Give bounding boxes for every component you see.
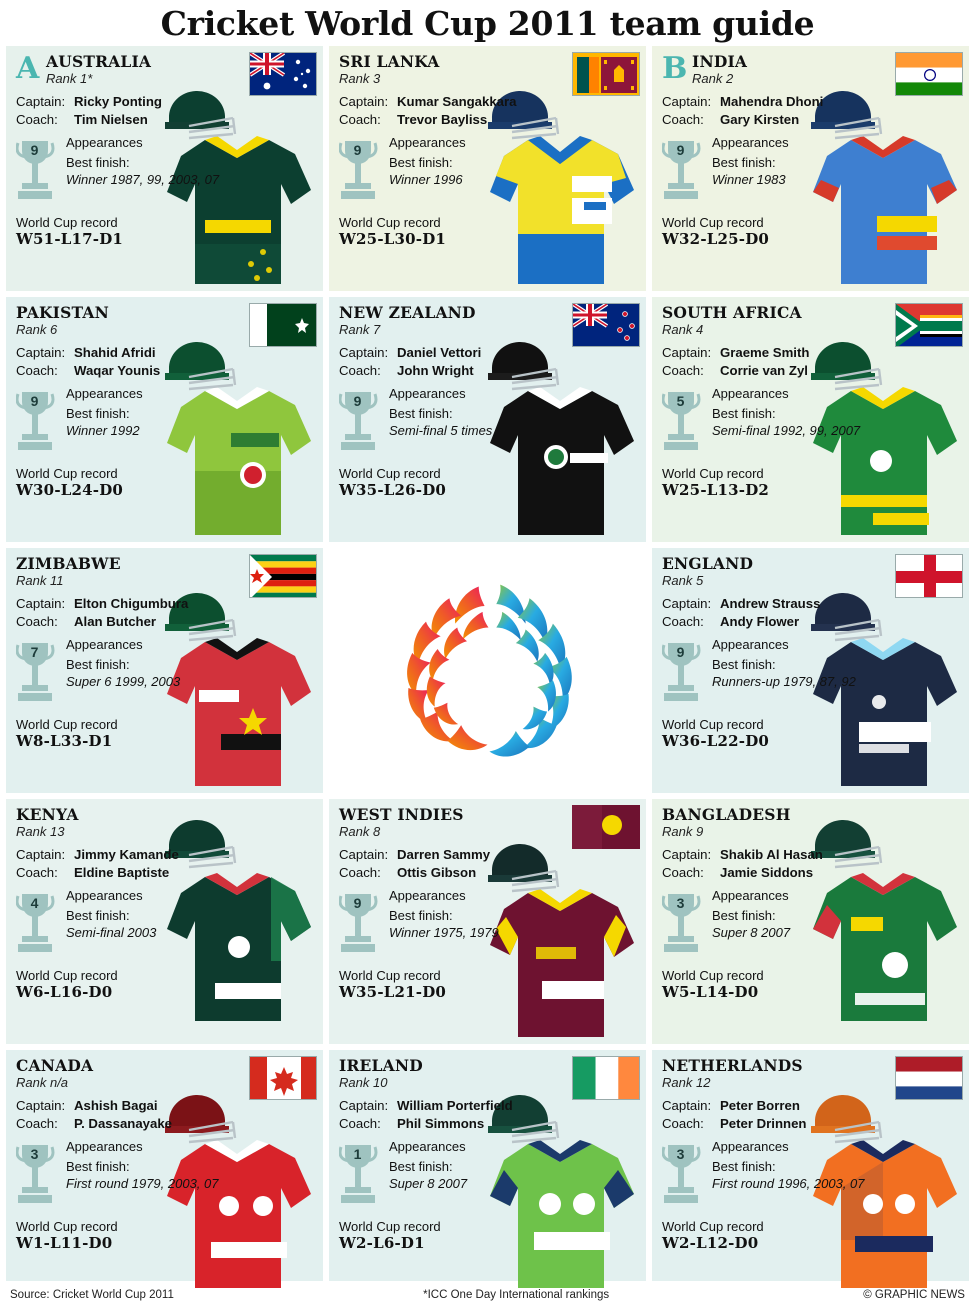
captain-label: Captain: (339, 94, 389, 110)
team-card-kenya[interactable] (6, 799, 323, 1044)
team-name: ENGLAND (662, 554, 754, 573)
team-card-australia[interactable] (6, 46, 323, 291)
coach-name: Jamie Siddons (720, 865, 814, 881)
team-card-sri-lanka[interactable] (329, 46, 646, 291)
trophy-icon (339, 1139, 387, 1217)
team-rank: Rank 12 (662, 1075, 711, 1091)
team-rank: Rank 1* (46, 71, 93, 87)
footer-source: Source: Cricket World Cup 2011 (10, 1288, 174, 1301)
coach-name: Phil Simmons (397, 1116, 485, 1132)
cwc-2011-logo-icon (385, 567, 590, 777)
best-finish-value: Semi-final 2003 (66, 924, 157, 940)
record-label: World Cup record (16, 214, 118, 230)
coach-label: Coach: (16, 1116, 58, 1132)
appearances-count: 1 (353, 1145, 362, 1162)
best-finish-value: Runners-up 1979, 87, 92 (712, 673, 856, 689)
appearances-count: 9 (353, 392, 362, 409)
record-value: W35-L21-D0 (339, 982, 447, 1001)
captain-label: Captain: (339, 1098, 389, 1114)
record-label: World Cup record (16, 716, 118, 732)
record-value: W25-L13-D2 (662, 480, 770, 499)
appearances-label: Appearances (66, 887, 143, 903)
captain-name: Kumar Sangakkara (397, 94, 517, 110)
coach-label: Coach: (16, 865, 58, 881)
captain-label: Captain: (16, 847, 66, 863)
best-finish-value: Winner 1983 (712, 171, 786, 187)
appearances-label: Appearances (712, 1138, 789, 1154)
best-finish-value: Super 8 2007 (712, 924, 791, 940)
coach-label: Coach: (662, 1116, 704, 1132)
trophy-icon (339, 888, 387, 966)
best-finish-label: Best finish: (712, 154, 776, 170)
coach-name: Andy Flower (720, 614, 800, 630)
captain-name: Ashish Bagai (74, 1098, 158, 1114)
appearances-label: Appearances (389, 887, 466, 903)
team-card-new-zealand[interactable] (329, 297, 646, 542)
captain-label: Captain: (662, 847, 712, 863)
captain-name: Mahendra Dhoni (720, 94, 824, 110)
best-finish-value: Semi-final 1992, 99, 2007 (712, 422, 861, 438)
record-label: World Cup record (662, 465, 764, 481)
best-finish-label: Best finish: (712, 405, 776, 421)
record-value: W32-L25-D0 (662, 229, 770, 248)
record-label: World Cup record (662, 1218, 764, 1234)
trophy-icon (662, 386, 710, 464)
captain-name: William Porterfield (397, 1098, 513, 1114)
appearances-label: Appearances (712, 385, 789, 401)
captain-name: Darren Sammy (397, 847, 491, 863)
team-name: AUSTRALIA (46, 52, 152, 71)
page-title: Cricket World Cup 2011 team guide (160, 3, 815, 43)
record-value: W30-L24-D0 (16, 480, 124, 499)
coach-label: Coach: (662, 112, 704, 128)
coach-name: Ottis Gibson (397, 865, 477, 881)
coach-label: Coach: (16, 363, 58, 379)
best-finish-label: Best finish: (389, 405, 453, 421)
captain-label: Captain: (16, 596, 66, 612)
team-card-pakistan[interactable] (6, 297, 323, 542)
coach-name: Gary Kirsten (720, 112, 800, 128)
coach-name: Eldine Baptiste (74, 865, 170, 881)
coach-name: John Wright (397, 363, 474, 379)
best-finish-value: Winner 1987, 99, 2003, 07 (66, 171, 220, 187)
record-label: World Cup record (662, 967, 764, 983)
team-card-south-africa[interactable] (652, 297, 969, 542)
captain-label: Captain: (662, 345, 712, 361)
team-card-netherlands[interactable] (652, 1050, 969, 1295)
trophy-icon (16, 637, 64, 715)
trophy-icon (16, 1139, 64, 1217)
appearances-label: Appearances (66, 636, 143, 652)
best-finish-label: Best finish: (66, 1158, 130, 1174)
team-name: CANADA (16, 1056, 94, 1075)
team-name: IRELAND (339, 1056, 423, 1075)
captain-name: Andrew Strauss (720, 596, 821, 612)
appearances-label: Appearances (712, 134, 789, 150)
team-rank: Rank n/a (16, 1075, 69, 1091)
team-rank: Rank 2 (692, 71, 734, 87)
best-finish-label: Best finish: (389, 154, 453, 170)
captain-name: Ricky Ponting (74, 94, 162, 110)
team-name: INDIA (692, 52, 748, 71)
captain-name: Peter Borren (720, 1098, 800, 1114)
coach-name: Waqar Younis (74, 363, 161, 379)
appearances-count: 3 (676, 1145, 685, 1162)
record-label: World Cup record (16, 1218, 118, 1234)
best-finish-label: Best finish: (66, 405, 130, 421)
record-label: World Cup record (339, 465, 441, 481)
coach-label: Coach: (339, 363, 381, 379)
best-finish-value: Super 6 1999, 2003 (66, 673, 181, 689)
appearances-count: 9 (676, 643, 685, 660)
captain-name: Daniel Vettori (397, 345, 482, 361)
record-value: W5-L14-D0 (662, 982, 759, 1001)
coach-name: Trevor Bayliss (397, 112, 488, 128)
team-name: SRI LANKA (339, 52, 440, 71)
record-value: W1-L11-D0 (16, 1233, 113, 1252)
team-name: WEST INDIES (339, 805, 464, 824)
record-label: World Cup record (16, 967, 118, 983)
title-bar (0, 0, 975, 46)
trophy-icon (16, 135, 64, 213)
appearances-count: 5 (676, 392, 685, 409)
record-value: W6-L16-D0 (16, 982, 113, 1001)
team-rank: Rank 7 (339, 322, 381, 338)
team-rank: Rank 8 (339, 824, 381, 840)
appearances-count: 9 (30, 141, 39, 158)
trophy-icon (662, 1139, 710, 1217)
captain-name: Jimmy Kamande (74, 847, 179, 863)
team-card-canada[interactable] (6, 1050, 323, 1295)
team-rank: Rank 6 (16, 322, 58, 338)
team-card-bangladesh[interactable] (652, 799, 969, 1044)
captain-name: Shahid Afridi (74, 345, 156, 361)
team-card-ireland[interactable] (329, 1050, 646, 1295)
centre-logo-cell (329, 548, 646, 793)
team-rank: Rank 9 (662, 824, 704, 840)
record-label: World Cup record (339, 967, 441, 983)
record-value: W2-L6-D1 (339, 1233, 425, 1252)
best-finish-label: Best finish: (66, 907, 130, 923)
teams-grid (0, 46, 975, 1295)
best-finish-label: Best finish: (66, 154, 130, 170)
team-card-england[interactable] (652, 548, 969, 793)
record-value: W25-L30-D1 (339, 229, 447, 248)
trophy-icon (662, 637, 710, 715)
team-card-india[interactable] (652, 46, 969, 291)
team-name: KENYA (16, 805, 79, 824)
best-finish-label: Best finish: (389, 907, 453, 923)
captain-label: Captain: (662, 596, 712, 612)
best-finish-value: Winner 1975, 1979 (389, 924, 499, 940)
best-finish-value: Winner 1996 (389, 171, 463, 187)
appearances-label: Appearances (389, 1138, 466, 1154)
coach-label: Coach: (662, 614, 704, 630)
record-label: World Cup record (339, 214, 441, 230)
best-finish-value: Winner 1992 (66, 422, 140, 438)
captain-name: Graeme Smith (720, 345, 810, 361)
captain-name: Shakib Al Hasan (720, 847, 823, 863)
team-rank: Rank 3 (339, 71, 381, 87)
team-card-west-indies[interactable] (329, 799, 646, 1044)
record-value: W51-L17-D1 (16, 229, 124, 248)
coach-label: Coach: (339, 1116, 381, 1132)
record-value: W35-L26-D0 (339, 480, 447, 499)
trophy-icon (662, 135, 710, 213)
trophy-icon (339, 386, 387, 464)
captain-label: Captain: (662, 94, 712, 110)
trophy-icon (16, 888, 64, 966)
team-rank: Rank 5 (662, 573, 704, 589)
trophy-icon (339, 135, 387, 213)
appearances-label: Appearances (389, 134, 466, 150)
appearances-count: 7 (30, 643, 39, 660)
appearances-count: 9 (676, 141, 685, 158)
record-label: World Cup record (662, 716, 764, 732)
coach-label: Coach: (339, 865, 381, 881)
best-finish-label: Best finish: (389, 1158, 453, 1174)
team-rank: Rank 4 (662, 322, 704, 338)
record-value: W2-L12-D0 (662, 1233, 759, 1252)
captain-label: Captain: (339, 847, 389, 863)
appearances-label: Appearances (712, 636, 789, 652)
captain-label: Captain: (662, 1098, 712, 1114)
coach-name: Tim Nielsen (74, 112, 148, 128)
team-name: NETHERLANDS (662, 1056, 803, 1075)
appearances-label: Appearances (66, 134, 143, 150)
team-name: SOUTH AFRICA (662, 303, 802, 322)
appearances-label: Appearances (389, 385, 466, 401)
appearances-label: Appearances (66, 385, 143, 401)
group-letter-a: A (16, 51, 40, 86)
trophy-icon (16, 386, 64, 464)
record-label: World Cup record (16, 465, 118, 481)
best-finish-label: Best finish: (712, 1158, 776, 1174)
group-letter-b: B (662, 51, 688, 86)
coach-label: Coach: (662, 865, 704, 881)
coach-label: Coach: (16, 112, 58, 128)
appearances-count: 9 (353, 894, 362, 911)
team-name: BANGLADESH (662, 805, 791, 824)
coach-label: Coach: (16, 614, 58, 630)
coach-label: Coach: (339, 112, 381, 128)
team-rank: Rank 11 (16, 573, 64, 589)
captain-label: Captain: (339, 345, 389, 361)
best-finish-label: Best finish: (712, 656, 776, 672)
team-rank: Rank 13 (16, 824, 65, 840)
coach-name: P. Dassanayake (74, 1116, 173, 1132)
best-finish-value: First round 1979, 2003, 07 (66, 1175, 219, 1191)
appearances-count: 9 (30, 392, 39, 409)
coach-name: Alan Butcher (74, 614, 157, 630)
team-rank: Rank 10 (339, 1075, 388, 1091)
captain-label: Captain: (16, 1098, 66, 1114)
team-name: ZIMBABWE (16, 554, 121, 573)
best-finish-value: Semi-final 5 times (389, 422, 493, 438)
team-name: NEW ZEALAND (339, 303, 476, 322)
captain-label: Captain: (16, 94, 66, 110)
record-label: World Cup record (662, 214, 764, 230)
record-value: W36-L22-D0 (662, 731, 770, 750)
appearances-label: Appearances (712, 887, 789, 903)
appearances-count: 4 (30, 894, 39, 911)
appearances-count: 3 (30, 1145, 39, 1162)
best-finish-value: First round 1996, 2003, 07 (712, 1175, 865, 1191)
footer-note: *ICC One Day International rankings (423, 1288, 610, 1301)
record-value: W8-L33-D1 (16, 731, 113, 750)
footer-credit: © GRAPHIC NEWS (863, 1288, 965, 1301)
coach-label: Coach: (662, 363, 704, 379)
team-name: PAKISTAN (16, 303, 109, 322)
best-finish-label: Best finish: (712, 907, 776, 923)
appearances-count: 3 (676, 894, 685, 911)
captain-name: Elton Chigumbura (74, 596, 189, 612)
team-card-zimbabwe[interactable] (6, 548, 323, 793)
coach-name: Corrie van Zyl (720, 363, 808, 379)
appearances-label: Appearances (66, 1138, 143, 1154)
trophy-icon (662, 888, 710, 966)
coach-name: Peter Drinnen (720, 1116, 807, 1132)
best-finish-value: Super 8 2007 (389, 1175, 468, 1191)
captain-label: Captain: (16, 345, 66, 361)
best-finish-label: Best finish: (66, 656, 130, 672)
appearances-count: 9 (353, 141, 362, 158)
record-label: World Cup record (339, 1218, 441, 1234)
